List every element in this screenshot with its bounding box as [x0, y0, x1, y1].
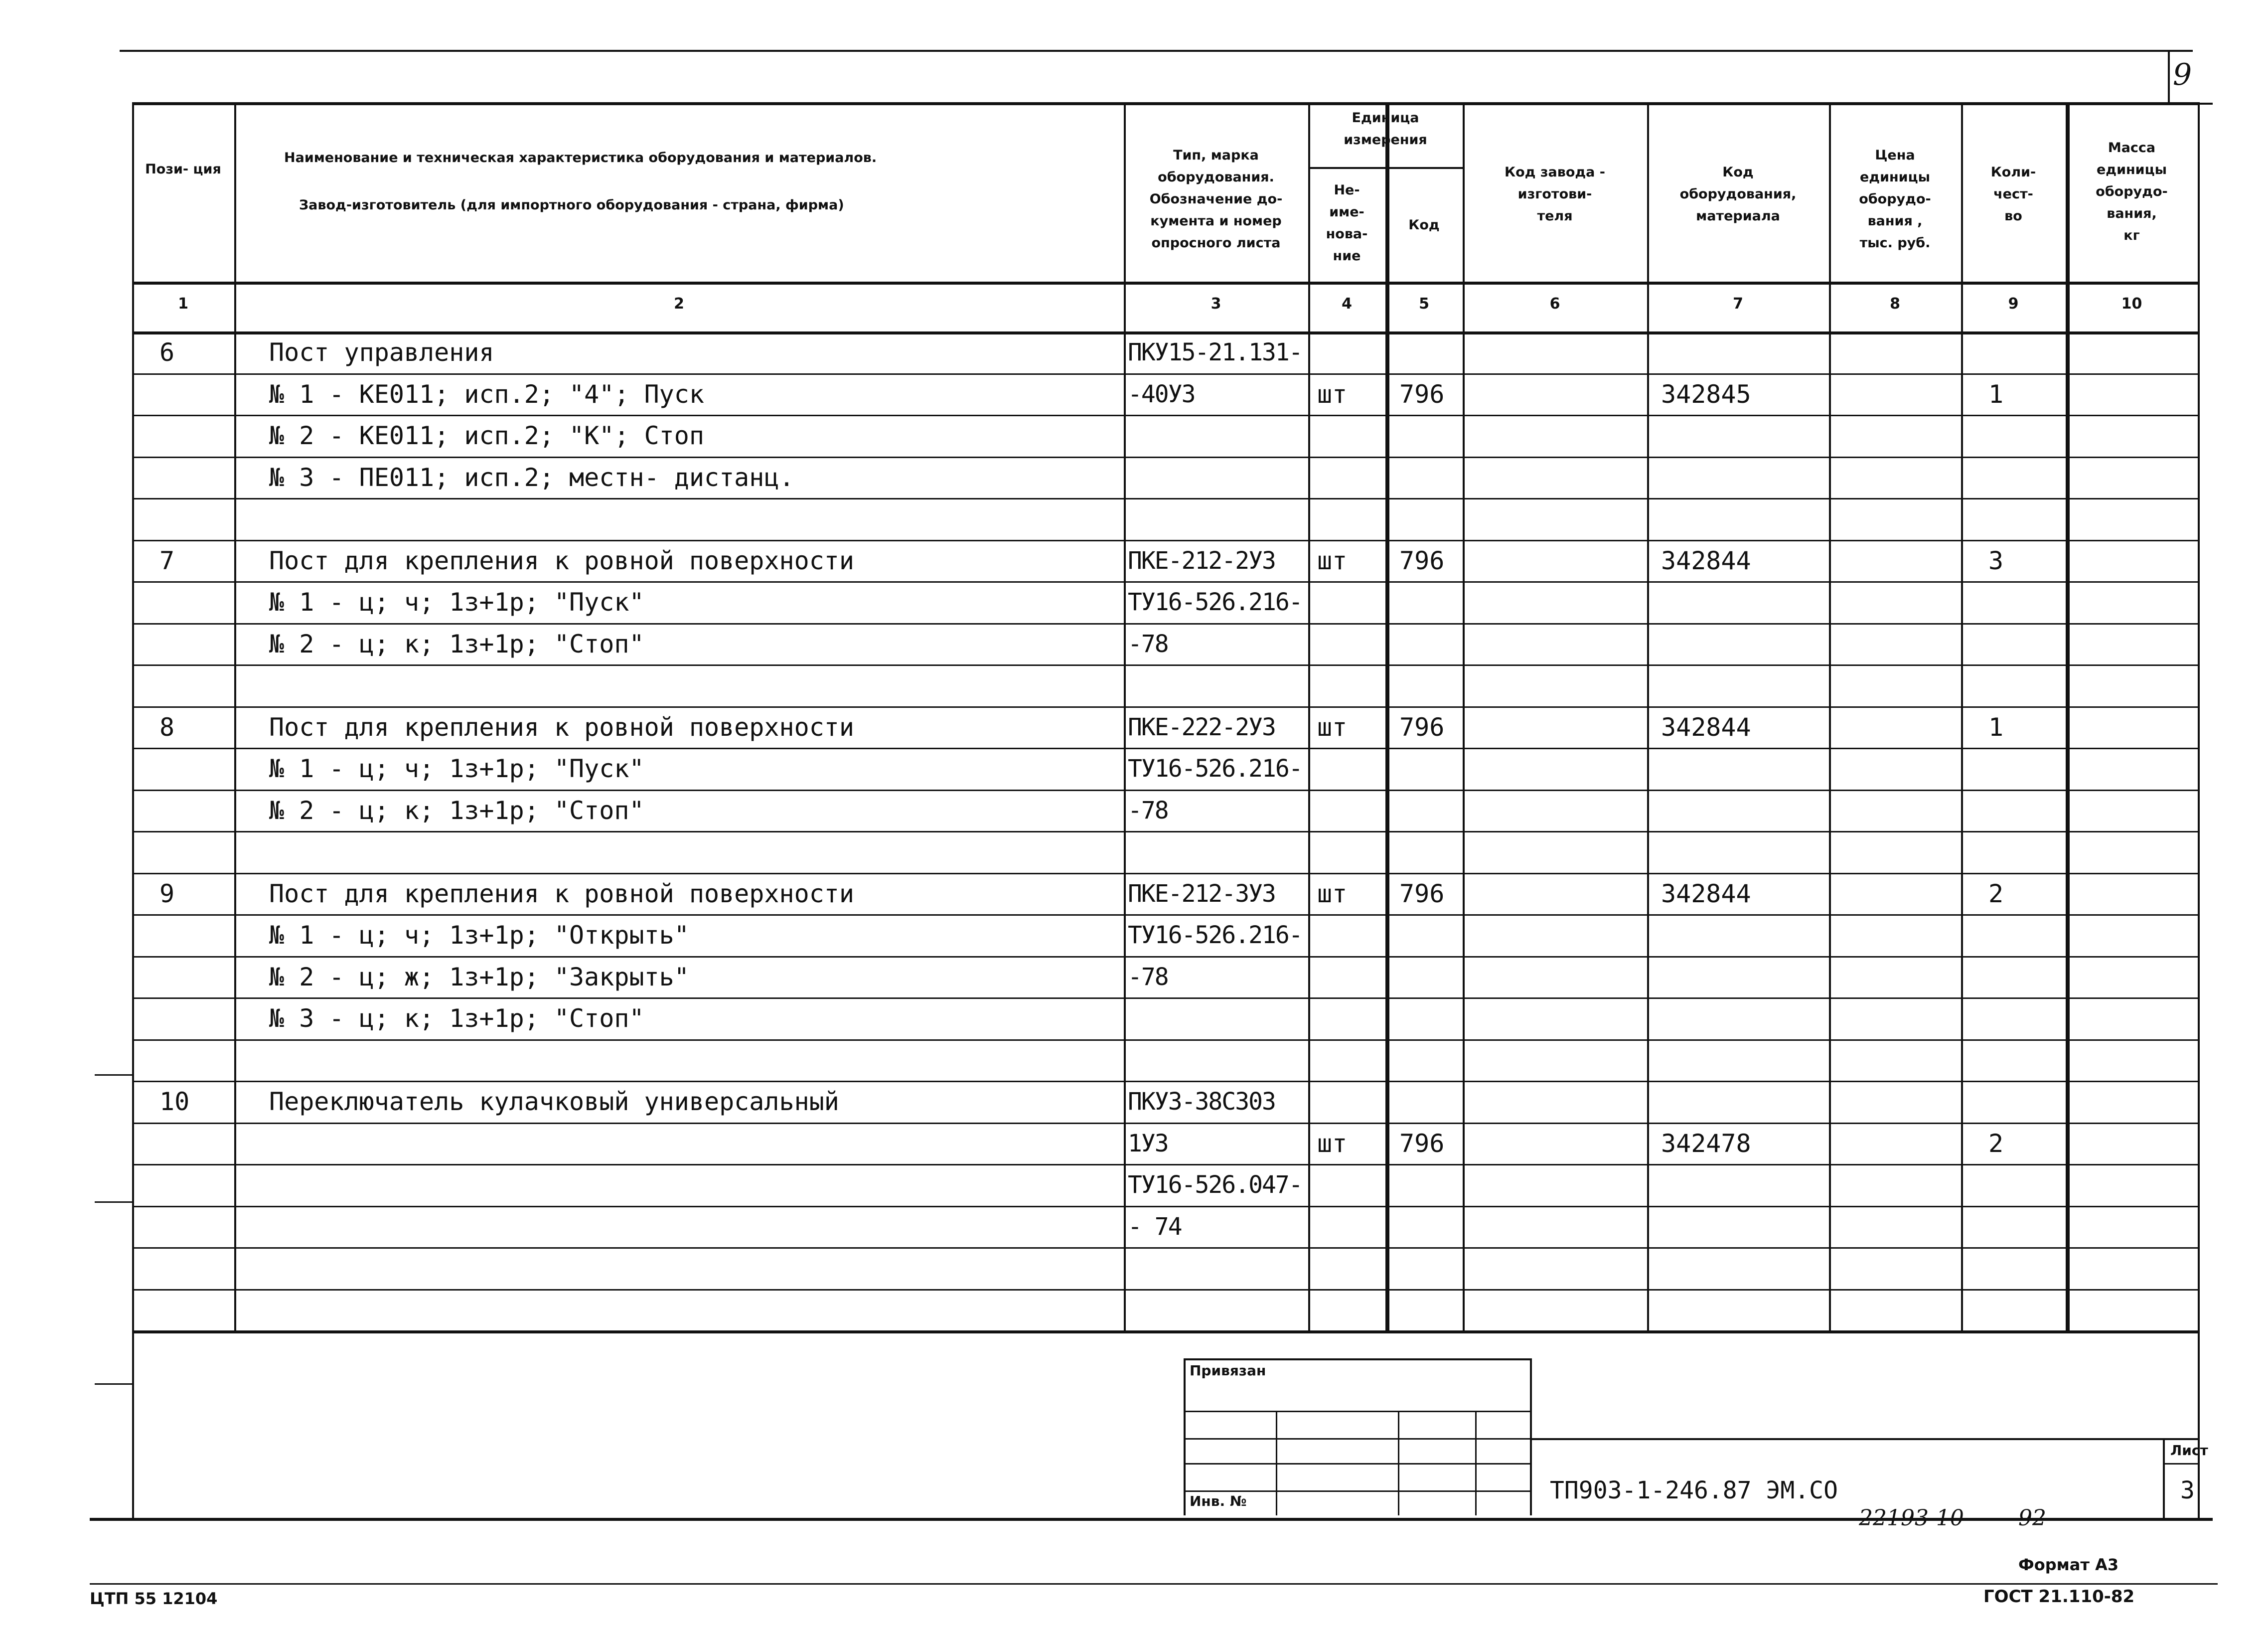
row-name: № 1 - ц; ч; 1з+1р; "Пуск" [269, 588, 644, 617]
header-name-line1: Наименование и техническая характеристика оборудования и материалов. [284, 150, 877, 165]
row-quantity: 1 [1988, 379, 2004, 409]
table-row-line [132, 1289, 2198, 1291]
row-type: -78 [1128, 630, 1168, 658]
table-row-line [132, 748, 2198, 749]
row-position: 7 [159, 546, 175, 575]
row-unit-code: 796 [1399, 879, 1445, 908]
column-divider [2066, 102, 2070, 1330]
header-position: Пози- ция [145, 162, 221, 177]
header-unit-name-line: ние [1333, 248, 1361, 264]
column-divider [1647, 102, 1649, 1330]
table-row-line [132, 1206, 2198, 1207]
row-type: -78 [1128, 963, 1168, 991]
column-divider [1463, 102, 1465, 1330]
table-row-line [132, 790, 2198, 791]
header-type-line: Обозначение до- [1149, 191, 1283, 207]
row-unit: шт [1317, 879, 1348, 908]
header-type-line: оборудования. [1158, 169, 1274, 185]
row-name: № 1 - ц; ч; 1з+1р; "Открыть" [269, 921, 689, 950]
column-number: 3 [1210, 295, 1221, 313]
column-number: 6 [1549, 295, 1560, 313]
row-name: Пост для крепления к ровной поверхности [269, 879, 854, 908]
table-row-line [132, 623, 2198, 625]
row-position: 8 [159, 712, 175, 742]
row-name: № 3 - ц; к; 1з+1р; "Стоп" [269, 1004, 644, 1033]
header-price-line: оборудо- [1859, 191, 1931, 207]
row-unit-code: 796 [1399, 546, 1445, 575]
attached-row-line [1184, 1490, 1530, 1492]
attached-col-line [1276, 1411, 1277, 1515]
header-manufacturer-code-line: теля [1537, 208, 1573, 224]
row-unit: шт [1317, 546, 1348, 575]
table-row-line [132, 997, 2198, 999]
row-position: 10 [159, 1087, 190, 1116]
attached-col-line [1475, 1411, 1477, 1515]
table-row-line [132, 873, 2198, 874]
row-equipment-code: 342844 [1661, 712, 1751, 742]
header-type [1124, 117, 1308, 282]
table-row-line [132, 457, 2198, 458]
attached-right [1530, 1358, 1532, 1515]
row-position: 9 [159, 879, 175, 908]
row-name: № 2 - ц; к; 1з+1р; "Стоп" [269, 629, 644, 658]
row-type: ТУ16-526.216- [1128, 588, 1302, 616]
attached-label: Привязан [1190, 1362, 1266, 1379]
table-row-line [132, 1039, 2198, 1041]
row-equipment-code: 342844 [1661, 879, 1751, 908]
row-name: Пост управления [269, 338, 494, 367]
column-number: 10 [2121, 295, 2142, 313]
header-unit-name [1308, 172, 1385, 274]
row-name: Пост для крепления к ровной поверхности [269, 712, 854, 742]
ctp-number: ЦТП 55 12104 [90, 1589, 218, 1608]
footer-line [90, 1583, 2218, 1585]
table-row-line [132, 956, 2198, 958]
colnum-bottom-line [132, 331, 2198, 334]
table-row-line [132, 706, 2198, 708]
row-type: ПКЕ-212-3У3 [1128, 879, 1275, 908]
table-bottom-line [132, 1330, 2198, 1333]
column-number: 9 [2008, 295, 2019, 313]
row-unit-code: 796 [1399, 379, 1445, 409]
header-name-line2: Завод-изготовитель (для импортного оборудования - страна, фирма) [299, 197, 844, 213]
top-border-line [120, 50, 2193, 52]
document-code: ТП903-1-246.87 ЭМ.СО [1550, 1476, 1838, 1504]
inventory-label: Инв. № [1190, 1493, 1247, 1509]
header-manufacturer-code-line: Код завода - [1505, 164, 1605, 180]
table-row-line [132, 831, 2198, 832]
margin-tick [95, 1201, 132, 1203]
column-divider [234, 102, 236, 1330]
table-row-line [132, 664, 2198, 666]
header-price [1829, 122, 1961, 277]
sheet-label: Лист [2170, 1442, 2208, 1459]
header-quantity-line: чест- [1993, 186, 2033, 202]
row-type: - 74 [1128, 1212, 1182, 1241]
column-number: 5 [1419, 295, 1429, 313]
table-row-line [132, 914, 2198, 916]
stamp-left [132, 1330, 134, 1518]
row-unit-code: 796 [1399, 1129, 1445, 1158]
header-equipment-code-line: оборудования, [1679, 186, 1797, 202]
row-quantity: 1 [1988, 712, 2004, 742]
row-name: № 1 - КЕ011; исп.2; "4"; Пуск [269, 379, 704, 409]
header-manufacturer-code [1463, 130, 1647, 259]
table-row-line [132, 1123, 2198, 1124]
column-divider [1385, 102, 1389, 1330]
handwritten-number-right: 92 [2018, 1505, 2046, 1531]
row-equipment-code: 342844 [1661, 546, 1751, 575]
header-price-line: тыс. руб. [1859, 235, 1931, 251]
table-top-line [132, 102, 2198, 105]
column-divider [132, 102, 134, 1330]
header-unit-code: Код [1408, 217, 1440, 233]
column-number: 8 [1890, 295, 1900, 313]
header-unit-name-line: Не- [1334, 182, 1360, 198]
row-type: ТУ16-526.047- [1128, 1171, 1302, 1199]
row-type: ПКЕ-222-2У3 [1128, 713, 1275, 741]
header-mass-line: оборудо- [2096, 184, 2168, 199]
header-unit-group: Единица измерения [1344, 110, 1427, 148]
header-quantity-line: во [2004, 208, 2022, 224]
row-type: ПКУ15-21.131- [1128, 338, 1302, 366]
header-bottom-line [132, 282, 2198, 285]
table-row-line [132, 498, 2198, 499]
row-name: № 1 - ц; ч; 1з+1р; "Пуск" [269, 754, 644, 783]
header-type-line: кумента и номер [1150, 213, 1282, 229]
header-manufacturer-code-line: изготови- [1517, 186, 1592, 202]
attached-col-line [1398, 1411, 1399, 1515]
row-quantity: 3 [1988, 546, 2004, 575]
row-type: -40У3 [1128, 380, 1195, 408]
row-quantity: 2 [1988, 879, 2004, 908]
column-number: 7 [1733, 295, 1743, 313]
row-unit: шт [1317, 712, 1348, 742]
header-type-line: Тип, марка [1173, 148, 1259, 163]
row-position: 6 [159, 338, 175, 367]
attached-top [1184, 1358, 1530, 1360]
column-divider [1308, 102, 1310, 1330]
table-row-line [132, 415, 2198, 416]
header-type-line: опросного листа [1151, 235, 1281, 251]
table-row-line [132, 373, 2198, 375]
margin-tick [95, 1074, 132, 1076]
unit-group-line [1308, 167, 1463, 169]
header-equipment-code-line: материала [1696, 208, 1780, 224]
row-equipment-code: 342478 [1661, 1129, 1751, 1158]
row-type: -78 [1128, 796, 1168, 824]
row-type: 1У3 [1128, 1129, 1168, 1157]
row-name: № 2 - ц; к; 1з+1р; "Стоп" [269, 796, 644, 825]
column-number: 4 [1342, 295, 1352, 313]
sheet-corner-number: 9 [2173, 57, 2192, 92]
header-equipment-code [1647, 130, 1829, 259]
row-unit: шт [1317, 379, 1348, 409]
header-unit-name-line: нова- [1326, 226, 1368, 242]
sheet-number: 3 [2180, 1476, 2195, 1504]
sheet-box-mid [2163, 1463, 2198, 1465]
attached-row-line [1184, 1438, 1530, 1440]
row-name: Переключатель кулачковый универсальный [269, 1087, 839, 1116]
header-mass-line: кг [2123, 228, 2140, 243]
row-name: № 2 - ц; ж; 1з+1р; "Закрыть" [269, 962, 689, 991]
column-divider [1829, 102, 1831, 1330]
table-row-line [132, 1247, 2198, 1249]
column-divider [2198, 102, 2200, 1330]
gost-label: ГОСТ 21.110-82 [1983, 1587, 2135, 1607]
row-type: ТУ16-526.216- [1128, 755, 1302, 783]
table-row-line [132, 1164, 2198, 1165]
header-quantity [1961, 130, 2066, 259]
row-unit-code: 796 [1399, 712, 1445, 742]
column-divider [1961, 102, 1963, 1330]
attached-row-line [1184, 1463, 1530, 1465]
row-name: № 2 - КЕ011; исп.2; "К"; Стоп [269, 421, 704, 450]
row-name: № 3 - ПЕ011; исп.2; местн- дистанц. [269, 463, 794, 492]
header-mass-line: единицы [2096, 162, 2167, 177]
table-row-line [132, 581, 2198, 583]
header-mass-line: Масса [2108, 140, 2156, 156]
row-type: ПКЕ-212-2У3 [1128, 546, 1275, 575]
header-price-line: единицы [1859, 169, 1931, 185]
row-unit: шт [1317, 1129, 1348, 1158]
margin-tick [95, 1383, 132, 1385]
row-name: Пост для крепления к ровной поверхности [269, 546, 854, 575]
row-type: ПКУ3-38С303 [1128, 1088, 1275, 1116]
header-mass [2066, 115, 2198, 269]
row-quantity: 2 [1988, 1129, 2004, 1158]
row-equipment-code: 342845 [1661, 379, 1751, 409]
header-quantity-line: Коли- [1990, 164, 2036, 180]
header-equipment-code-line: Код [1722, 164, 1754, 180]
sheet-box-left [2163, 1438, 2165, 1518]
header-unit-name-line: име- [1329, 204, 1364, 220]
format-label: Формат А3 [2018, 1555, 2119, 1574]
header-price-line: Цена [1875, 148, 1915, 163]
row-type: ТУ16-526.216- [1128, 921, 1302, 949]
attached-row-line [1184, 1411, 1530, 1412]
column-number: 2 [674, 295, 684, 313]
stamp-right [2198, 1330, 2200, 1518]
doc-code-top [1530, 1438, 2198, 1440]
handwritten-number-left: 22193-10 [1859, 1505, 1964, 1531]
column-number: 1 [178, 295, 188, 313]
corner-box-left [2168, 50, 2170, 105]
header-mass-line: вания, [2107, 206, 2157, 221]
column-divider [1124, 102, 1126, 1330]
table-row-line [132, 540, 2198, 541]
header-price-line: вания , [1867, 213, 1923, 229]
table-row-line [132, 1081, 2198, 1082]
